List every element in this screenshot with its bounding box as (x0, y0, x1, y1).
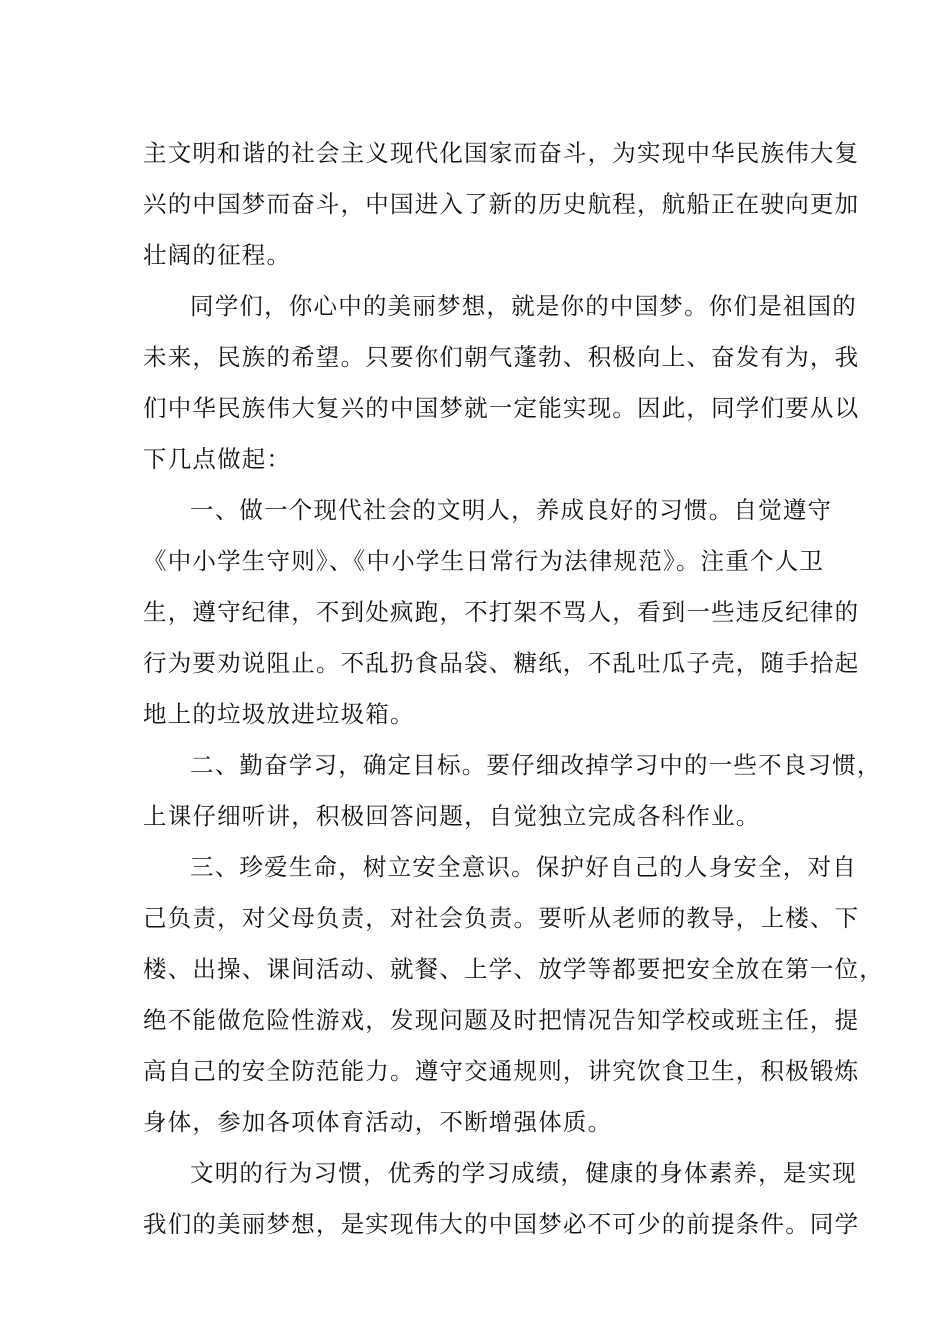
paragraph-5 (143, 842, 884, 1148)
document-page (143, 128, 884, 1250)
paragraph-2 (143, 281, 860, 485)
text-line: 主文明和谐的社会主义现代化国家而奋斗，为实现中华民族伟大复 (143, 139, 860, 167)
text-line: 生，遵守纪律，不到处疯跑，不打架不骂人，看到一些违反纪律的 (143, 598, 860, 626)
paragraph-3 (143, 485, 860, 740)
text-line: 文明的行为习惯，优秀的学习成绩，健康的身体素养，是实现 (190, 1159, 857, 1187)
text-line: 未来，民族的希望。只要你们朝气蓬勃、积极向上、奋发有为，我 (143, 343, 860, 371)
text-line: 兴的中国梦而奋斗，中国进入了新的历史航程，航船正在驶向更加 (143, 190, 860, 218)
text-line: 身体，参加各项体育活动，不断增强体质。 (143, 1108, 613, 1136)
text-line: 下几点做起： (143, 445, 292, 473)
text-line: 们中华民族伟大复兴的中国梦就一定能实现。因此，同学们要从以 (143, 394, 860, 422)
text-line: 上课仔细听讲，积极回答问题，自觉独立完成各科作业。 (143, 802, 761, 830)
paragraph-6 (143, 1148, 860, 1250)
text-line: 我们的美丽梦想，是实现伟大的中国梦必不可少的前提条件。同学 (143, 1210, 860, 1238)
text-line: 绝不能做危险性游戏，发现问题及时把情况告知学校或班主任，提 (143, 1006, 860, 1034)
text-line: 行为要劝说阻止。不乱扔食品袋、糖纸，不乱吐瓜子壳，随手拾起 (143, 649, 860, 677)
text-line: 己负责，对父母负责，对社会负责。要听从老师的教导，上楼、下 (143, 904, 860, 932)
text-line: 二、勤奋学习，确定目标。要仔细改掉学习中的一些不良习惯， (190, 751, 882, 779)
text-line: 地上的垃圾放进垃圾箱。 (143, 700, 415, 728)
text-line: 三、珍爱生命，树立安全意识。保护好自己的人身安全，对自 (190, 853, 857, 881)
paragraph-4 (143, 740, 882, 842)
text-line: 《中小学生守则》、《中小学生日常行为法律规范》。注重个人卫 (143, 547, 825, 575)
text-line: 同学们，你心中的美丽梦想，就是你的中国梦。你们是祖国的 (190, 292, 857, 320)
text-line: 高自己的安全防范能力。遵守交通规则，讲究饮食卫生，积极锻炼 (143, 1057, 860, 1085)
text-line: 一、做一个现代社会的文明人，养成良好的习惯。自觉遵守 (190, 496, 833, 524)
text-line: 壮阔的征程。 (143, 241, 292, 269)
paragraph-1 (143, 128, 860, 281)
text-line: 楼、出操、课间活动、就餐、上学、放学等都要把安全放在第一位， (143, 955, 884, 983)
